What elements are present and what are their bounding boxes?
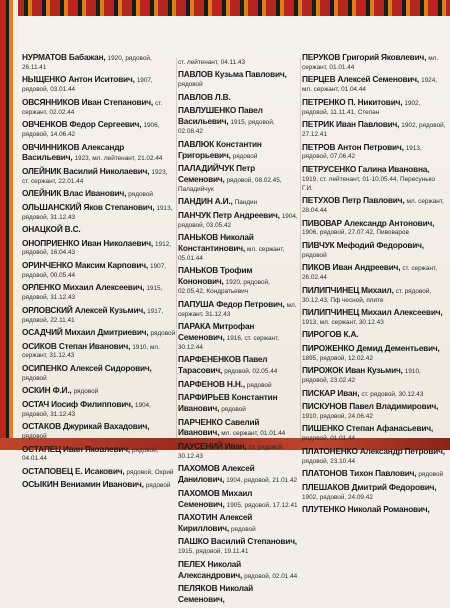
entry-details: ст. сержант, 26.02.44 — [302, 265, 437, 282]
entry-details: ст. лейтенант, 04.11.43 — [178, 59, 246, 66]
entry-details: ст. рядовой, 30.12.43, Пф чесной, плите — [302, 287, 432, 304]
name-entry — [22, 479, 176, 490]
entry-name: ПАРФЕНОВ Н.Н., — [178, 378, 245, 389]
entry-name: ОЛЕЙНИК Василий Николаевич, — [22, 165, 150, 176]
entry-name: ПИВЧУК Мефодий Федорович, — [302, 239, 424, 250]
entry-details: мл. сержант, 28.04.44 — [302, 198, 444, 215]
name-entry — [22, 238, 176, 258]
name-entry — [22, 421, 176, 441]
name-entry — [178, 559, 298, 581]
name-entry — [178, 321, 298, 352]
entry-name: ПАВЛУШЕНКО Павел Васильевич, — [178, 105, 263, 127]
entry-name: ОНАЦКОЙ В.С. — [22, 224, 81, 235]
name-entry — [178, 232, 298, 263]
entry-details: 1895, рядовой, 12.02.42 — [302, 354, 373, 362]
name-entry — [302, 240, 446, 260]
name-entry — [302, 482, 446, 502]
entry-details: 1910, мл. сержант, 31.12.43 — [22, 343, 160, 360]
name-entry — [302, 285, 446, 305]
entry-name: ПЕРУКОВ Григорий Яковлевич, — [302, 52, 427, 62]
entry-name: ПИРОЖОК Иван Кузьмич, — [302, 365, 403, 376]
name-entry — [22, 305, 176, 325]
entry-details: рядовой — [145, 482, 171, 490]
entry-name: ОСЫКИН Вениамин Иванович, — [22, 479, 144, 490]
entry-details: 1920, рядовой, 02.05.42, Кондратьевич — [178, 279, 270, 296]
name-entry — [302, 119, 446, 139]
name-entry — [178, 463, 298, 485]
entry-details: рядовой — [22, 433, 47, 441]
name-entry — [178, 265, 298, 296]
entry-details: рядовой — [232, 152, 258, 160]
entry-name: ОВЧЕНКОВ Федор Сергеевич, — [22, 119, 142, 130]
entry-name: ПАХОТИН Алексей Кириллович, — [178, 512, 253, 533]
entry-details: рядовой, 02.01.44 — [244, 572, 298, 580]
name-entry — [22, 444, 176, 464]
entry-details: рядовой — [231, 525, 256, 533]
entry-details: рядовой — [150, 330, 176, 338]
entry-name: ПАПУША Федор Петрович, — [178, 298, 285, 309]
entry-name: ПИЛИПЧИНЕЦ Михаил, — [302, 284, 394, 295]
name-entry — [178, 210, 298, 230]
entry-details: 1920, рядовой, 26.11.41 — [22, 55, 152, 71]
name-entry — [22, 224, 176, 235]
entry-name: ОВЧИННИКОВ Александр Васильевич, — [22, 141, 125, 163]
entry-name: ПАРЧЕНКО Савелий Иванович, — [178, 416, 260, 438]
name-entry — [302, 52, 446, 72]
name-entry — [22, 385, 176, 396]
name-entry — [22, 97, 176, 117]
names-column-2 — [178, 58, 298, 608]
entry-name: ОСТАПОВЕЦ Е. Исакович, — [22, 465, 125, 476]
entry-details: мл. сержант, 05.01.44 — [178, 246, 285, 262]
entry-name: ПИШЕНКО Степан Афанасьевич, — [302, 423, 433, 434]
entry-name: ПИВОВАР Александр Антонович, — [302, 217, 435, 228]
entry-name: ОРИНЧЕНКО Максим Карпович, — [22, 259, 148, 270]
name-entry — [302, 307, 446, 327]
name-entry — [178, 512, 298, 534]
entry-name: ПЛАТОНОВ Тихон Павлович, — [302, 468, 417, 479]
entry-details: 1907, рядовой, 00.05.44 — [22, 262, 167, 279]
entry-name: ОРЛОВСКИЙ Алексей Кузьмич, — [22, 304, 146, 315]
entry-name: ПАНДИН А.И., — [178, 196, 233, 207]
entry-name: ПЛАТОНЕНКО Александр Петрович, — [302, 445, 445, 456]
name-entry — [178, 536, 298, 556]
entry-details: рядовой, 23.10.44 — [302, 457, 356, 465]
entry-name: ОСАДЧИЙ Михаил Дмитриевич, — [22, 327, 149, 338]
entry-details: 1902, рядовой, 24.09.42 — [302, 493, 373, 501]
name-entry — [302, 142, 446, 162]
entry-details: 1915, рядовой, 02.08.42 — [178, 119, 275, 136]
name-entry — [302, 329, 446, 340]
entry-name: ОВСЯННИКОВ Иван Степанович, — [22, 96, 154, 107]
entry-details: 1923, ст. сержант, 22.01.44 — [22, 168, 168, 185]
entry-details: рядовой, 08.02.45, Паладийчук — [178, 176, 282, 193]
entry-name: НЫЩЕНКО Антон Иситович, — [22, 74, 135, 85]
entry-details: рядовой, 02.05.44 — [224, 368, 278, 376]
entry-name: ПЕТУХОВ Петр Павлович, — [302, 195, 405, 206]
entry-details: 1910, рядовой, 23.02.42 — [302, 368, 421, 385]
entry-details: 1910, рядовой, 24.06.42 — [302, 413, 373, 420]
entry-details: 1917, рядовой, 22.11.41 — [22, 307, 164, 324]
entry-name: НУРМАТОВ Бабажан, — [22, 52, 106, 62]
entry-name: ПИРОГОВ К.А. — [302, 329, 359, 340]
entry-details: рядовой, 01.01.44 — [302, 435, 356, 443]
decorative-ribbon-left — [0, 0, 18, 450]
entry-name: ПАХОМОВ Алексей Данилович, — [178, 463, 255, 485]
entry-details: мл. сержант, 01.01.44 — [221, 430, 286, 438]
name-entry — [302, 195, 446, 215]
entry-name: ПЛЕШАКОВ Дмитрий Федорович, — [302, 481, 437, 492]
entry-details: 1913, мл. сержант, 30.12.43 — [302, 318, 384, 326]
entry-name: ПАУСЕНИЙ Иван, — [178, 440, 247, 451]
name-entry — [22, 74, 176, 94]
entry-details: 1915, рядовой, 19.11.41 — [178, 548, 249, 556]
entry-name: ПИРОЖЕНКО Демид Дементьевич, — [302, 342, 440, 353]
name-entry — [178, 69, 298, 89]
entry-details: рядовой, 04.01.44 — [22, 446, 159, 463]
name-entry — [178, 163, 298, 194]
entry-details: 1924, мл. сержант, 01.04.44 — [302, 77, 438, 94]
entry-name: ПИЛИПЧИНЕЦ Михаил Алексеевич, — [302, 307, 443, 318]
name-entry — [178, 417, 298, 439]
entry-details: 1904, рядовой, 21.01.42 — [226, 477, 298, 485]
column-divider — [176, 58, 177, 448]
name-entry — [22, 341, 176, 361]
entry-name: ОСИКОВ Степан Иванович, — [22, 340, 131, 351]
entry-details: рядовой — [178, 81, 203, 89]
entry-name: ПИКОВ Иван Андреевич, — [302, 262, 401, 273]
entry-name: ОСИПЕНКО Алексей Сидорович, — [22, 362, 152, 373]
name-entry — [178, 299, 298, 319]
name-entry — [178, 196, 298, 207]
entry-name: ОНОПРИЕНКО Иван Николаевич, — [22, 237, 154, 248]
name-entry — [302, 74, 446, 94]
entry-details: рядовой — [221, 406, 246, 414]
entry-name: ПАНЬКОВ Николай Константинович, — [178, 232, 254, 253]
entry-details: рядовой — [302, 251, 327, 259]
name-entry — [22, 119, 176, 139]
name-entry — [302, 401, 446, 421]
entry-name: ПАВЛОВ Л.В. — [178, 91, 231, 102]
entry-details: 1916, ст. сержант, 30.12.44 — [178, 334, 280, 351]
entry-name: ПЕРЦЕВ Алексей Семенович, — [302, 74, 420, 85]
entry-name: ПАРФЕНЕНКОВ Павел Тарасович, — [178, 354, 268, 376]
entry-name: ОЛЕЙНИК Влас Иванович, — [22, 188, 127, 199]
entry-name: ПАЛАДИЙЧУК Петр Семенович, — [178, 162, 255, 184]
name-entry — [22, 166, 176, 186]
entry-name: ПЛУТЕНКО Николай Романович, — [302, 504, 430, 515]
name-entry — [178, 583, 298, 605]
entry-details: ст. рядовой, 30.12.43 — [361, 390, 424, 398]
name-entry — [178, 92, 298, 103]
name-entry — [178, 105, 298, 136]
entry-name: ОЛЬШАНСКИЙ Яков Степанович, — [22, 201, 155, 212]
name-entry — [22, 466, 176, 477]
entry-details: рядовой, Охрий — [126, 468, 174, 476]
entry-details: 1919, ст. лейтенант, 01-10.05.44, Пересунько Г.И. — [302, 175, 435, 192]
entry-details: 1906, рядовой, 14.06.42 — [22, 122, 160, 139]
entry-details: рядовой — [22, 374, 47, 382]
entry-details: мл. сержант, 31.12.43 — [178, 301, 297, 318]
name-entry — [22, 188, 176, 199]
entry-details: 1905, рядовой, 17.12.41 — [226, 501, 298, 509]
entry-name: ПАРФИРЬЕВ Константин Иванович, — [178, 392, 278, 414]
name-entry — [178, 354, 298, 376]
name-entry — [22, 142, 176, 164]
column-divider — [300, 58, 301, 448]
entry-name: ПАШКО Василий Степанович, — [178, 536, 297, 547]
entry-name: ОРЛЕНКО Михаил Алексеевич, — [22, 282, 145, 293]
name-entry — [302, 388, 446, 399]
entry-details: рядовой — [246, 381, 272, 389]
entry-details: 1904, рядовой, 31.12.43 — [22, 401, 151, 418]
entry-name: ОСТАКОВ Джурикай Вахадович, — [22, 421, 150, 432]
entry-name: ПЕЛЯКОВ Николай Семенович, — [178, 583, 254, 605]
entry-details: 1907, рядовой, 03.01.44 — [22, 77, 153, 94]
entry-details: 1906, рядовой, 27.07.42, Пивоваров — [302, 229, 409, 237]
name-entry — [302, 97, 446, 117]
name-entry — [178, 379, 298, 390]
entry-details: ст. рядовой, 30.12.43 — [178, 443, 285, 460]
entry-details: мл. сержант, 01.01.44 — [302, 55, 439, 71]
name-entry — [178, 488, 298, 510]
entry-details: 1902, рядовой, 11.11.41, Степан — [302, 99, 421, 116]
name-entry — [22, 52, 176, 72]
name-entry — [178, 392, 298, 414]
entry-name: ПЕТРУСЕНКО Галина Ивановна, — [302, 163, 430, 174]
entry-details: 1913, рядовой, 31.12.43 — [22, 204, 173, 221]
name-entry — [22, 260, 176, 280]
entry-name: ПЕТРОВ Антон Петрович, — [302, 141, 404, 152]
entry-details: 1904, рядовой, 03.05.42 — [178, 212, 298, 229]
entry-name: ПАХОМОВ Михаил Семенович, — [178, 487, 253, 509]
entry-details: 1923, мл. лейтенант, 21.02.44 — [74, 155, 163, 163]
name-entry — [22, 399, 176, 419]
names-column-3 — [302, 52, 446, 518]
entry-details: 1902, рядовой, 27.12.41 — [302, 122, 446, 139]
decorative-ribbon-top — [0, 0, 450, 16]
entry-details: Пандин — [234, 199, 258, 207]
entry-details: 1912, рядовой, 16.04.43 — [22, 240, 172, 257]
entry-details: рядовой — [73, 388, 99, 396]
name-entry — [302, 218, 446, 238]
entry-name: ОСТАПЕЦ Иван Яковлевич, — [22, 443, 130, 454]
entry-name: ОСКИН Ф.И., — [22, 385, 72, 396]
entry-name: ПАНЧУК Петр Андреевич, — [178, 209, 280, 220]
name-entry — [302, 446, 446, 466]
entry-name: ПИСКУНОВ Павел Владимирович, — [302, 401, 439, 412]
entry-details: 1915, рядовой, 31.12.43 — [22, 285, 163, 302]
names-column-1 — [22, 52, 176, 493]
entry-name: ПЕТРИК Иван Павлович, — [302, 119, 400, 130]
name-entry — [302, 423, 446, 443]
entry-name: ОСТАЧ Иосиф Филиппович, — [22, 398, 133, 409]
name-entry — [22, 202, 176, 222]
name-entry — [178, 139, 298, 161]
name-entry — [302, 468, 446, 479]
name-entry — [178, 441, 298, 461]
entry-name: ПАВЛОВ Кузьма Павлович, — [178, 69, 287, 80]
entry-name: ПЕЛЕХ Николай Александрович, — [178, 558, 243, 580]
entry-name: ПЕТРЕНКО П. Никитович, — [302, 96, 403, 107]
name-entry — [302, 164, 446, 193]
entry-details: рядовой — [418, 471, 444, 479]
entry-name: ПАВЛЮК Константин Григорьевич, — [178, 138, 262, 160]
entry-name: ПАРАКА Митрофан Семенович, — [178, 321, 255, 342]
entry-name: ПИСКАР Иван, — [302, 387, 360, 398]
name-entry — [22, 327, 176, 338]
entry-details: 1913, рядовой, 07.06.42 — [302, 144, 422, 161]
name-entry — [302, 504, 446, 515]
entry-details: рядовой — [128, 191, 153, 199]
name-entry — [302, 262, 446, 282]
name-entry — [302, 343, 446, 363]
name-entry — [22, 363, 176, 383]
name-entry — [22, 282, 176, 302]
entry-details: ст. сержант, 02.02.44 — [22, 99, 163, 116]
entry-name: ПАНЬКОВ Трофим Кононович, — [178, 265, 253, 287]
name-entry — [178, 58, 298, 67]
name-entry — [302, 365, 446, 385]
